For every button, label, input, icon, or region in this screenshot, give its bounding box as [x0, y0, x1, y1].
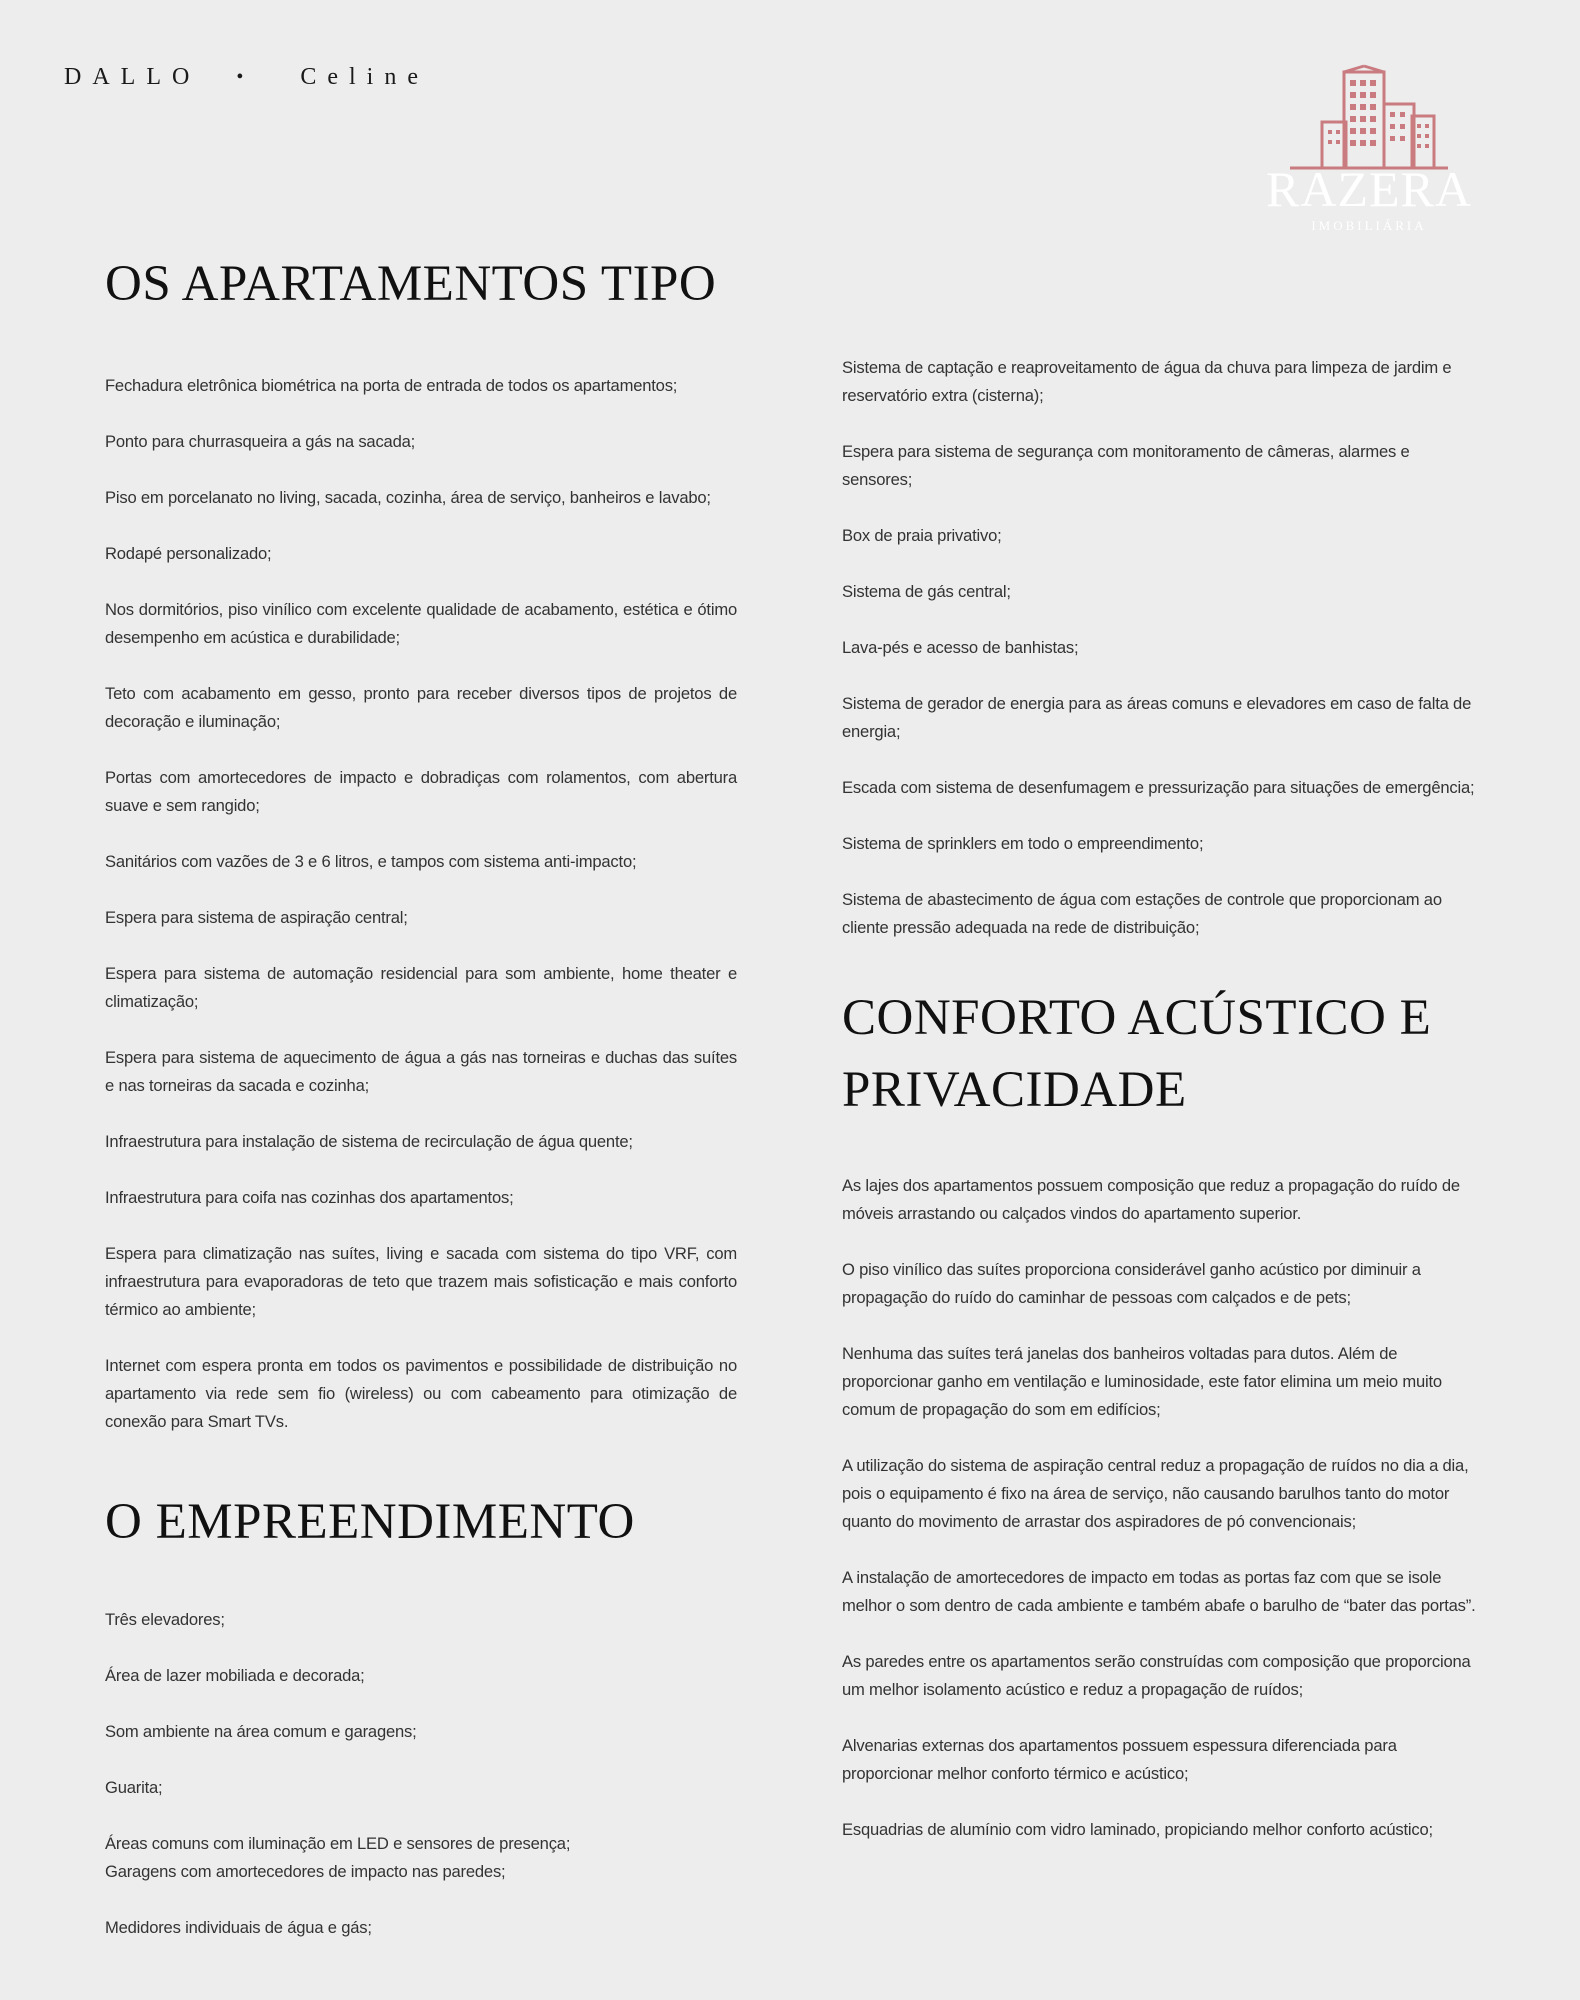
apartamentos-list — [105, 372, 737, 1436]
list-item: Espera para sistema de aspiração central; — [105, 908, 408, 927]
section-title-conforto-line1: CONFORTO ACÚSTICO E — [842, 990, 1432, 1046]
section-title-conforto-line2: PRIVACIDADE — [842, 1062, 1187, 1118]
conforto-list — [842, 1172, 1476, 1844]
list-item: Sanitários com vazões de 3 e 6 litros, e tampos com sistema anti-impacto; — [105, 852, 637, 871]
list-item: Ponto para churrasqueira a gás na sacada; — [105, 432, 416, 451]
list-item: As paredes entre os apartamentos serão construídas com composição que proporciona um melhor isolamento acústico e reduz a propagação de ruídos; — [842, 1652, 1471, 1699]
section-title-empreendimento: O EMPREENDIMENTO — [105, 1494, 635, 1550]
list-item: Portas com amortecedores de impacto e dobradiças com rolamentos, com abertura suave e sem rangido; — [105, 768, 737, 815]
section-title-conforto — [842, 982, 1476, 1126]
razera-logo — [1262, 64, 1476, 254]
list-item: Sistema de gerador de energia para as áreas comuns e elevadores em caso de falta de energia; — [842, 694, 1472, 741]
list-item: Teto com acabamento em gesso, pronto para receber diversos tipos de projetos de decoração e iluminação; — [105, 684, 737, 731]
list-item: O piso vinílico das suítes proporciona considerável ganho acústico por diminuir a propagação do ruído do caminhar de pessoas com calçados e de pets; — [842, 1260, 1421, 1307]
list-item: Espera para sistema de automação residencial para som ambiente, home theater e climatização; — [105, 964, 737, 1011]
list-item: Áreas comuns com iluminação em LED e sensores de presença; — [105, 1834, 571, 1853]
brand-separator: • — [236, 66, 255, 88]
list-item: Medidores individuais de água e gás; — [105, 1918, 372, 1937]
list-item: Infraestrutura para coifa nas cozinhas dos apartamentos; — [105, 1188, 514, 1207]
list-item: Sistema de captação e reaproveitamento de água da chuva para limpeza de jardim e reservatório extra (cisterna); — [842, 358, 1452, 405]
empreendimento-list-continued — [842, 354, 1476, 942]
list-item: A instalação de amortecedores de impacto em todas as portas faz com que se isole melhor o som dentro de cada ambiente e também abafe o barulho de “bater das portas”. — [842, 1568, 1476, 1615]
list-item: Som ambiente na área comum e garagens; — [105, 1722, 417, 1741]
list-item: Espera para sistema de aquecimento de água a gás nas torneiras e duchas das suítes e nas torneiras da sacada e cozinha; — [105, 1048, 737, 1095]
buildings-icon — [1262, 64, 1476, 174]
list-item: Espera para climatização nas suítes, living e sacada com sistema do tipo VRF, com infraestrutura para evaporadoras de teto que trazem mais sofisticação e mais conforto térmico ao ambiente; — [105, 1244, 737, 1319]
list-item: Escada com sistema de desenfumagem e pressurização para situações de emergência; — [842, 778, 1475, 797]
list-item: Rodapé personalizado; — [105, 544, 272, 563]
list-item: Sistema de abastecimento de água com estações de controle que proporcionam ao cliente pressão adequada na rede de distribuição; — [842, 890, 1442, 937]
list-item: Internet com espera pronta em todos os pavimentos e possibilidade de distribuição no apartamento via rede sem fio (wireless) ou com cabeamento para otimização de conexão para Smart TVs. — [105, 1356, 737, 1431]
right-column — [842, 354, 1476, 1844]
list-item: Alvenarias externas dos apartamentos possuem espessura diferenciada para proporcionar melhor conforto térmico e acústico; — [842, 1736, 1397, 1783]
list-item: Piso em porcelanato no living, sacada, cozinha, área de serviço, banheiros e lavabo; — [105, 488, 711, 507]
list-item: Infraestrutura para instalação de sistema de recirculação de água quente; — [105, 1132, 633, 1151]
list-item: Área de lazer mobiliada e decorada; — [105, 1666, 365, 1685]
list-item: As lajes dos apartamentos possuem composição que reduz a propagação do ruído de móveis arrastando ou calçados vindos do apartamento superior. — [842, 1176, 1460, 1223]
list-item: Box de praia privativo; — [842, 526, 1002, 545]
list-item: Nenhuma das suítes terá janelas dos banheiros voltadas para dutos. Além de proporcionar ganho em ventilação e luminosidade, este fator elimina um meio muito comum de propagação do som em edifícios; — [842, 1344, 1442, 1419]
empreendimento-list — [105, 1606, 737, 1942]
list-item: Fechadura eletrônica biométrica na porta de entrada de todos os apartamentos; — [105, 376, 678, 395]
brand-celine: Celine — [300, 64, 429, 90]
list-item: Lava-pés e acesso de banhistas; — [842, 638, 1079, 657]
left-column — [105, 248, 737, 1942]
brand-dallo: DALLO — [64, 64, 201, 90]
logo-subtitle: IMOBILIÁRIA — [1311, 218, 1427, 233]
brand-header — [64, 64, 429, 91]
list-item: Esquadrias de alumínio com vidro laminado, propiciando melhor conforto acústico; — [842, 1820, 1433, 1839]
list-item: Guarita; — [105, 1778, 163, 1797]
section-title-apartamentos: OS APARTAMENTOS TIPO — [105, 256, 717, 312]
list-item: Três elevadores; — [105, 1610, 225, 1629]
list-item: Sistema de gás central; — [842, 582, 1011, 601]
list-item: A utilização do sistema de aspiração central reduz a propagação de ruídos no dia a dia, pois o equipamento é fixo na área de serviço, não causando barulhos tanto do motor quanto do movimento de arrastar dos aspiradores de pó convencionais; — [842, 1456, 1469, 1531]
logo-name: RAZERA — [1266, 161, 1472, 217]
list-item: Espera para sistema de segurança com monitoramento de câmeras, alarmes e sensores; — [842, 442, 1410, 489]
list-item: Nos dormitórios, piso vinílico com excelente qualidade de acabamento, estética e ótimo desempenho em acústica e durabilidade; — [105, 600, 737, 647]
list-item: Garagens com amortecedores de impacto nas paredes; — [105, 1862, 506, 1881]
list-item: Sistema de sprinklers em todo o empreendimento; — [842, 834, 1204, 853]
